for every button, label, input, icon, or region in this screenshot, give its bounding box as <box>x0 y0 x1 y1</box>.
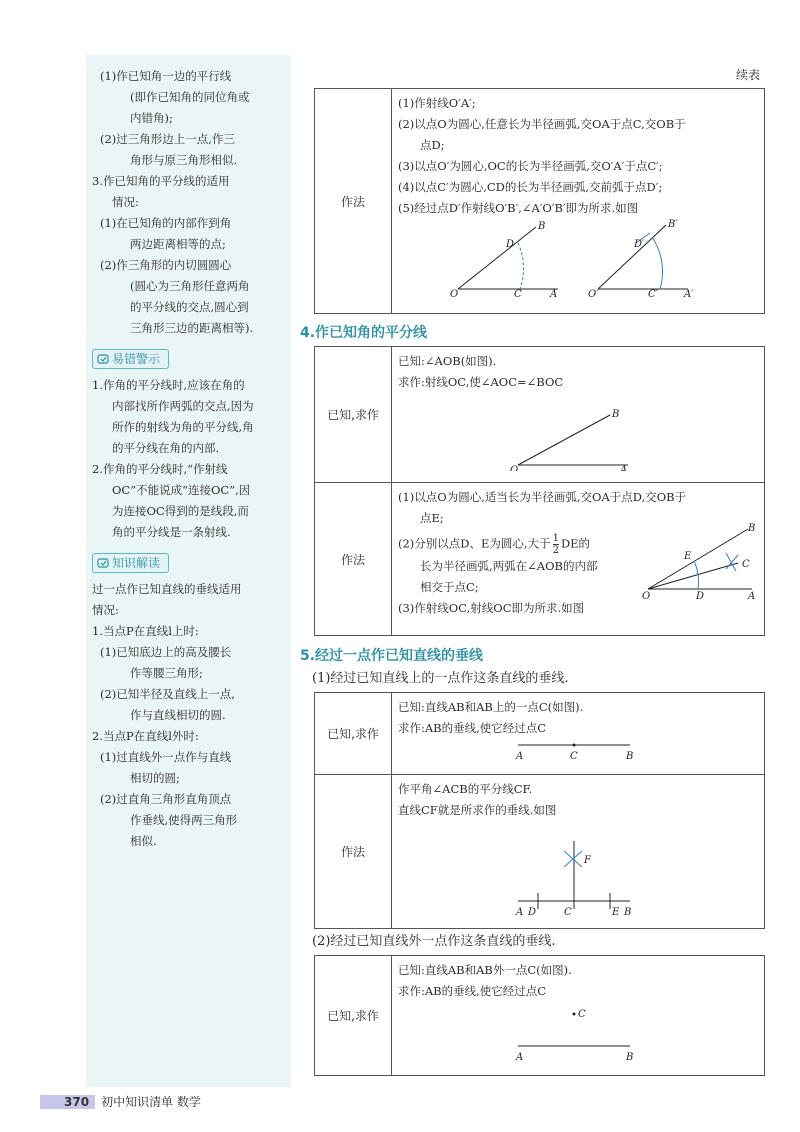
fig-label: F <box>584 855 591 866</box>
section-title: 5.经过一点作已知直线的垂线 <box>300 648 484 664</box>
sidebar-line: 角的平分线是一条射线. <box>112 525 231 539</box>
sidebar-line: (2)过三角形边上一点,作三 <box>100 132 235 146</box>
fig-label: B <box>624 907 632 917</box>
book-title: 初中知识清单 数学 <box>101 1095 201 1109</box>
step-line: (1)以点O为圆心,适当长为半径画弧,交OA于点D,交OB于 <box>398 490 687 504</box>
sidebar-line: 为连接OC得到的是线段,而 <box>112 504 249 518</box>
sidebar-line: (2)过直角三角形直角顶点 <box>100 792 232 806</box>
fig-label: B <box>626 1052 634 1063</box>
tag-icon <box>97 557 109 569</box>
fig-label: C <box>514 289 522 299</box>
table-perp-off-line <box>314 955 765 1076</box>
given-text: 已知:直线AB和AB上的一点C(如图). <box>398 700 584 714</box>
sidebar-line: 内错角); <box>130 111 173 125</box>
sidebar-line: (即作已知角的同位角或 <box>130 90 250 104</box>
step-line: 点D; <box>420 138 445 152</box>
method-label: 作法 <box>315 89 392 314</box>
sidebar-line: 作与直线相切的圆. <box>130 708 226 722</box>
sidebar-line: 的平分线的交点,圆心到 <box>130 300 249 314</box>
sidebar-line: (2)已知半径及直线上一点, <box>100 687 235 701</box>
step-line: (1)作射线O′A′; <box>398 96 476 110</box>
fig-label: B <box>612 409 620 420</box>
given-text: 已知:直线AB和AB外一点C(如图). <box>398 963 572 977</box>
sidebar-line: 过一点作已知直线的垂线适用 <box>92 582 242 596</box>
method-content <box>392 89 765 314</box>
knowledge-tag <box>92 553 169 573</box>
sidebar-line: 3.作已知角的平分线的适用 <box>92 174 230 188</box>
fig-label: E <box>684 551 692 562</box>
fig-label: A <box>516 751 524 762</box>
fig-label: O′ <box>588 289 599 299</box>
sidebar-line: 所作的射线为角的平分线,角 <box>112 420 254 434</box>
point-line-figure <box>398 1002 758 1064</box>
knowledge-tag-label: 知识解读 <box>112 556 161 570</box>
line-figure <box>398 739 758 763</box>
sidebar-line: 三角形三边的距离相等). <box>130 321 254 335</box>
fig-label: C <box>578 1009 586 1020</box>
continued-label: 续表 <box>735 68 760 82</box>
fig-label: C <box>564 907 572 917</box>
fig-label: A′ <box>684 289 694 299</box>
fig-label: A <box>516 907 524 917</box>
fig-label: A <box>550 289 558 299</box>
section-title: 4.作已知角的平分线 <box>300 325 428 341</box>
find-text: 求作:AB的垂线,使它经过点C <box>398 721 547 735</box>
fig-label: B <box>626 751 634 762</box>
given-label: 已知,求作 <box>315 956 392 1076</box>
sidebar-line: 的平分线在角的内部. <box>112 441 220 455</box>
sidebar-line: (圆心为三角形任意两角 <box>130 279 250 293</box>
step-line: (4)以点C′为圆心,CD的长为半径画弧,交前弧于点D′; <box>398 180 663 194</box>
sidebar-line: 角形与原三角形相似. <box>130 153 238 167</box>
fig-label: D <box>506 239 515 250</box>
fig-label: O <box>642 591 651 602</box>
sidebar-line: (1)作已知角一边的平行线 <box>100 69 232 83</box>
sidebar-line: 相似. <box>130 834 157 848</box>
sidebar-content <box>92 66 288 852</box>
sidebar-line: 两边距离相等的点; <box>130 237 226 251</box>
sidebar-line: 作等腰三角形; <box>130 666 203 680</box>
given-content <box>392 693 765 775</box>
sidebar-line: 内部找所作两弧的交点,因为 <box>112 399 254 413</box>
fig-label: O <box>450 289 459 299</box>
sidebar-line: 相切的圆; <box>130 771 180 785</box>
sidebar-line: (1)过直线外一点作与直线 <box>100 750 232 764</box>
fig-label: A <box>748 591 756 602</box>
fig-label: C <box>570 751 578 762</box>
warning-tag-label: 易错警示 <box>112 352 161 366</box>
fraction-half <box>553 533 559 556</box>
given-text: 已知:∠AOB(如图). <box>398 354 497 368</box>
sidebar-line: 情况: <box>112 195 139 209</box>
sidebar-line: (1)已知底边上的高及腰长 <box>100 645 232 659</box>
fig-label: C′ <box>648 289 658 299</box>
fig-label: A <box>620 465 628 471</box>
sidebar-line: 1.作角的平分线时,应该在角的 <box>92 378 245 392</box>
method-content <box>392 775 765 929</box>
fig-label: D′ <box>634 239 645 250</box>
table-bisect-angle <box>314 346 765 636</box>
fig-label: B <box>538 221 546 232</box>
step-line: (5)经过点D′作射线O′B′,∠A′O′B′即为所求.如图 <box>398 201 639 215</box>
given-label: 已知,求作 <box>315 693 392 775</box>
sidebar-line: (2)作三角形的内切圆圆心 <box>100 258 232 272</box>
sidebar-line: 2.作角的平分线时,“作射线 <box>92 462 228 476</box>
step-line: 直线CF就是所求作的垂线.如图 <box>398 803 557 817</box>
bisector-figure <box>642 523 762 603</box>
page-number: 370 <box>40 1095 95 1109</box>
step-line: 作平角∠ACB的平分线CF. <box>398 782 533 796</box>
sidebar-line: OC”不能说成“连接OC”,因 <box>112 483 251 497</box>
method-label: 作法 <box>315 775 392 929</box>
perpendicular-figure <box>398 821 758 917</box>
fig-label: D <box>528 907 537 917</box>
sidebar-line: 情况: <box>92 603 119 617</box>
subsection-title: (1)经过已知直线上的一点作这条直线的垂线. <box>312 671 569 686</box>
sidebar-line: 2.当点P在直线l外时: <box>92 729 199 743</box>
step-line: 点E; <box>420 511 444 525</box>
fig-label: B <box>748 523 756 534</box>
fig-label: B′ <box>668 219 678 230</box>
method-label: 作法 <box>315 483 392 636</box>
subsection-title: (2)经过已知直线外一点作这条直线的垂线. <box>312 934 556 949</box>
given-content <box>392 347 765 483</box>
step-line: (2)以点O为圆心,任意长为半径画弧,交OA于点C,交OB于 <box>398 117 686 131</box>
warning-tag <box>92 349 169 369</box>
page-footer <box>40 1093 201 1110</box>
method-content <box>392 483 765 636</box>
step2-text: (2)分别以点D、E为圆心,大于 <box>398 536 551 551</box>
angle-figure <box>398 393 758 471</box>
fig-label: O <box>510 465 519 471</box>
step-line: (3)作射线OC,射线OC即为所求.如图 <box>398 601 585 615</box>
step-line: 长为半径画弧,两弧在∠AOB的内部 <box>420 559 598 573</box>
sidebar-line: 1.当点P在直线l上时: <box>92 624 199 638</box>
given-content <box>392 956 765 1076</box>
fig-label: C <box>742 559 750 570</box>
fig-label: A <box>516 1052 524 1063</box>
step2-text-post: DE的 <box>560 536 591 551</box>
given-label: 已知,求作 <box>315 347 392 483</box>
tag-icon <box>97 353 109 365</box>
sidebar-line: (1)在已知角的内部作到角 <box>100 216 232 230</box>
copy-angle-figure <box>398 219 758 299</box>
step-line: 相交于点C; <box>420 580 479 594</box>
table-copy-angle <box>314 88 765 314</box>
fig-label: D <box>696 591 705 602</box>
table-perp-on-line <box>314 692 765 929</box>
fig-label: E <box>612 907 620 917</box>
find-text: 求作:AB的垂线,使它经过点C <box>398 984 547 998</box>
sidebar-line: 作垂线,使得两三角形 <box>130 813 238 827</box>
find-text: 求作:射线OC,使∠AOC=∠BOC <box>398 375 564 389</box>
fraction-num: 1 <box>552 533 559 544</box>
step-line: (3)以点O′为圆心,OC的长为半径画弧,交O′A′于点C′; <box>398 159 663 173</box>
fraction-den: 2 <box>552 545 559 556</box>
